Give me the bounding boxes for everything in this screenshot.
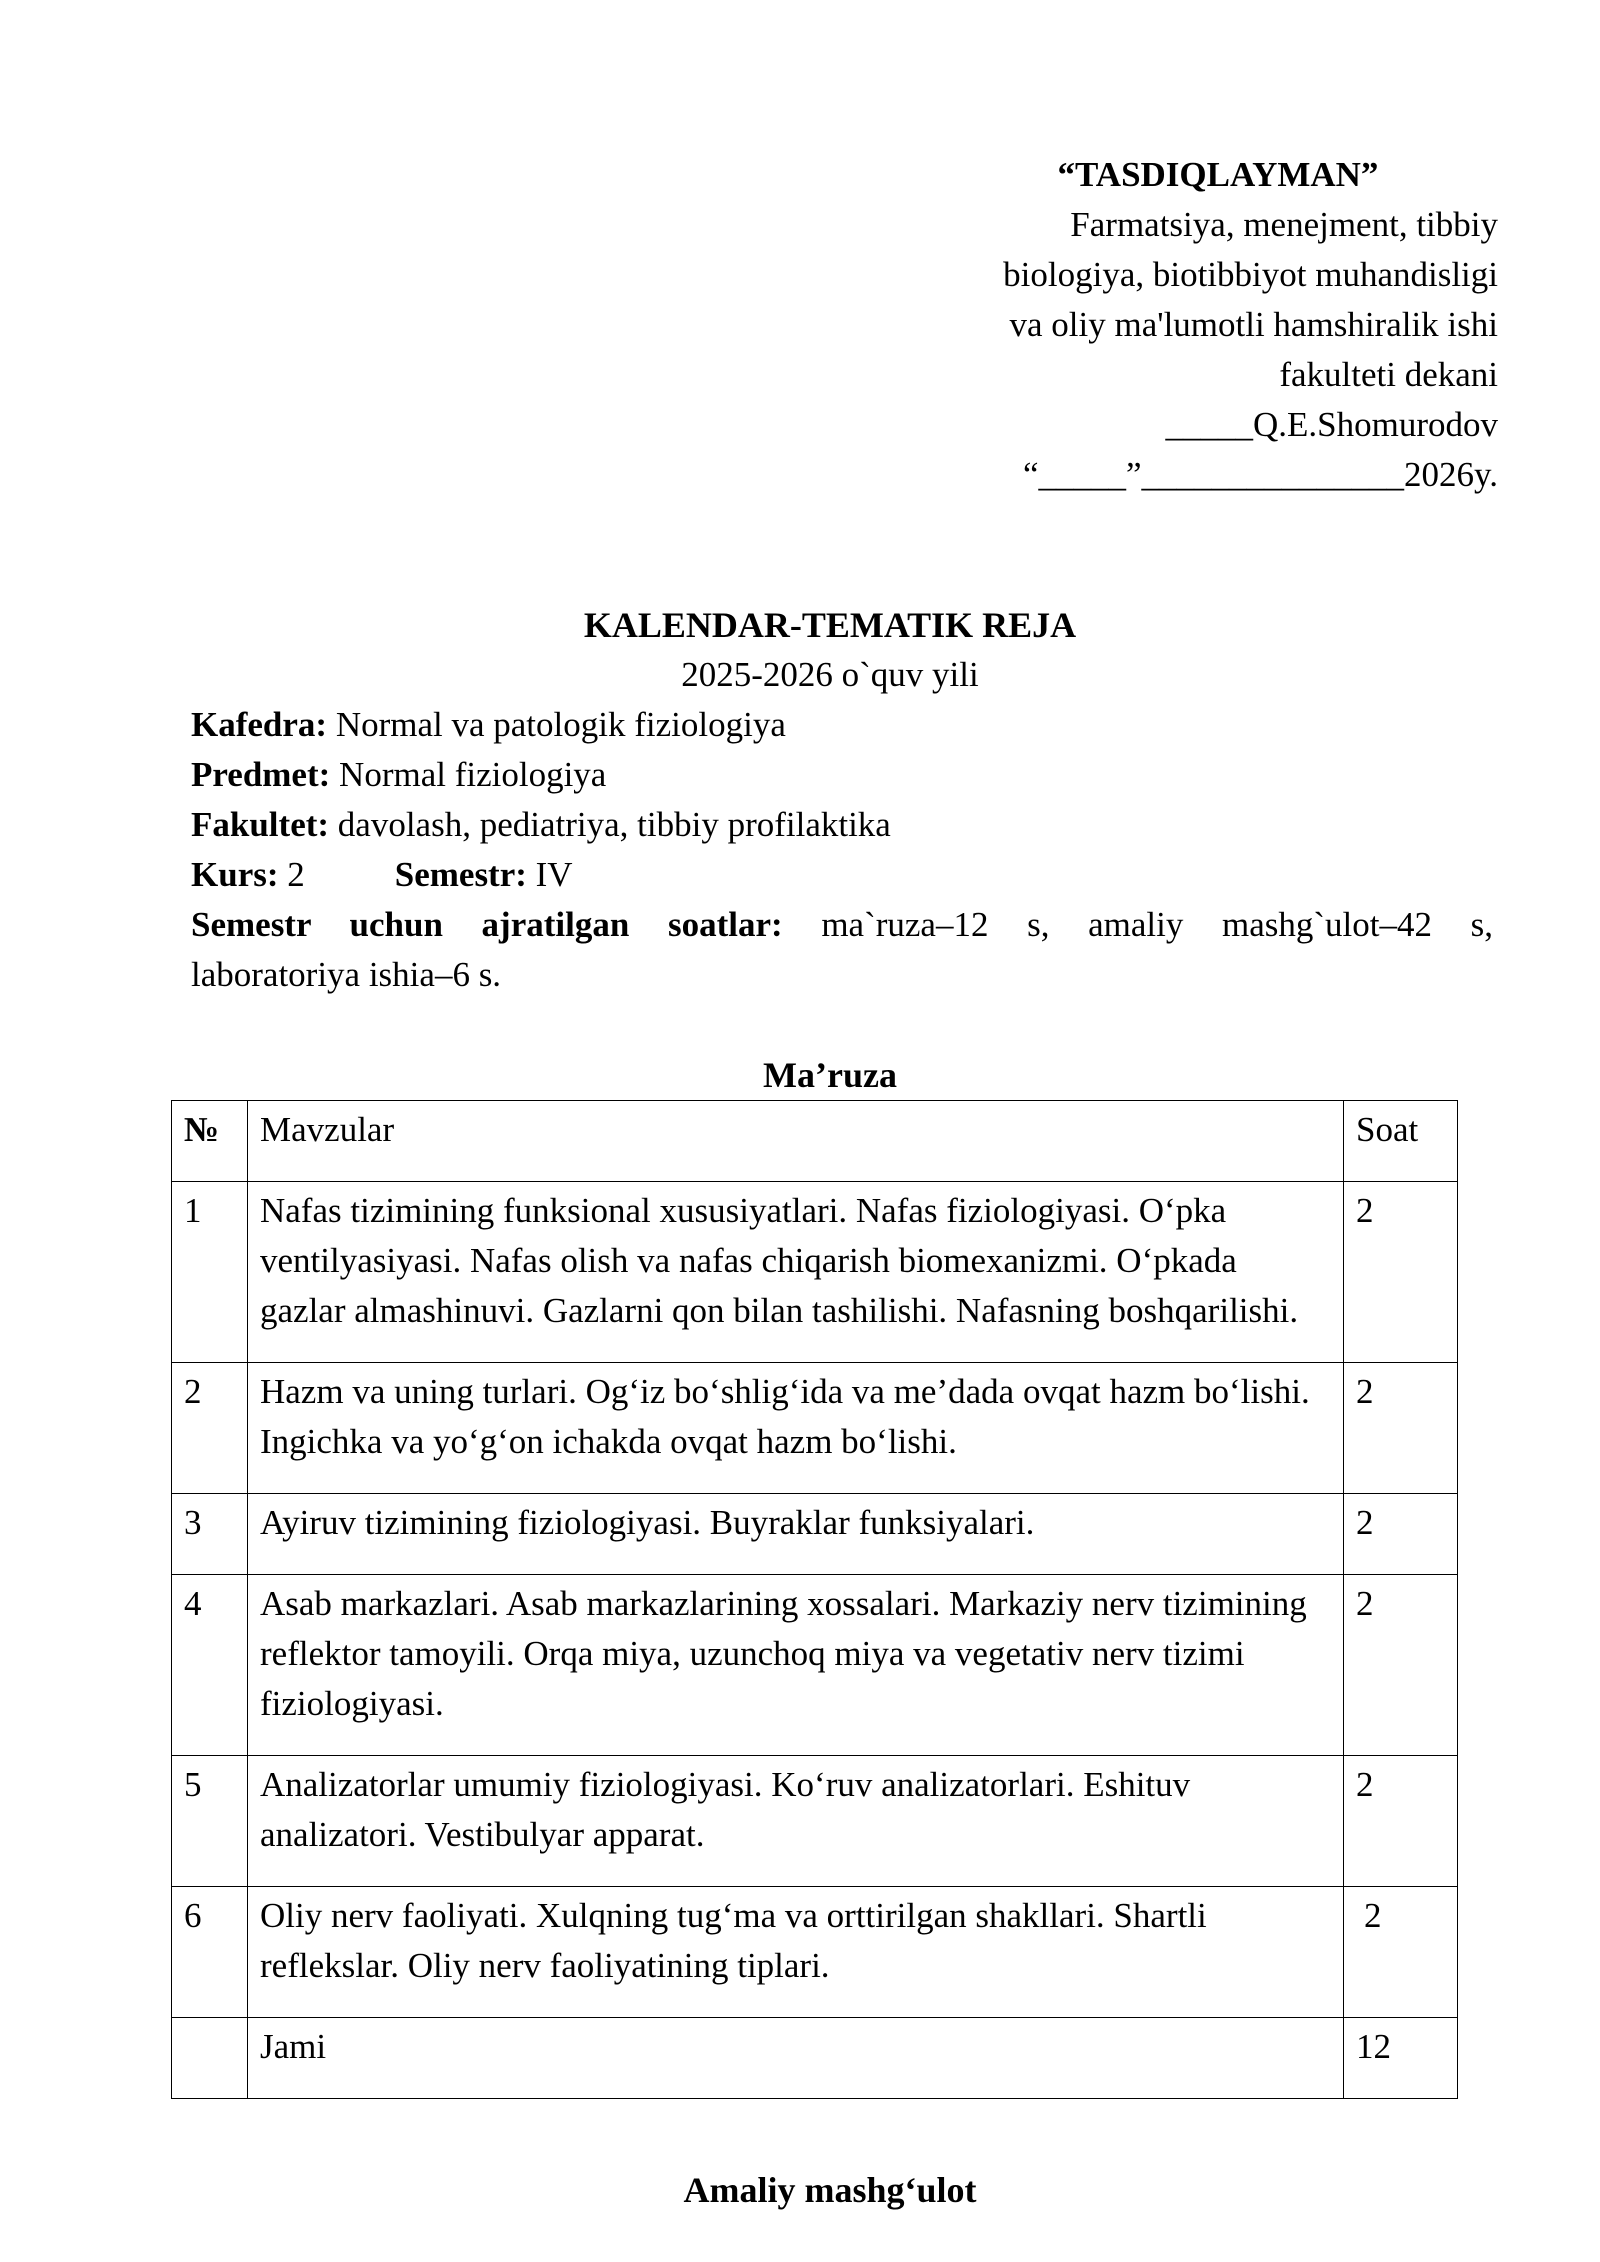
approval-line: Farmatsiya, menejment, tibbiy bbox=[1070, 205, 1498, 244]
meta-value: ma`ruza–12 s, amaliy mashg`ulot–42 s, bbox=[821, 905, 1494, 944]
meta-fakultet bbox=[191, 800, 1493, 850]
meta-value: davolash, pediatriya, tibbiy profilaktika bbox=[337, 805, 891, 844]
meta-kafedra bbox=[191, 700, 1493, 750]
meta-label: Kafedra: bbox=[191, 705, 328, 744]
meta-label: Kurs: bbox=[191, 855, 279, 894]
total-hours: 12 bbox=[1344, 2018, 1458, 2099]
approval-date-line: “_____”_______________2026y. bbox=[1022, 455, 1498, 494]
header-topics: Mavzular bbox=[248, 1101, 1344, 1182]
approval-signature-line: _____Q.E.Shomurodov bbox=[1165, 405, 1498, 444]
meta-value: 2 bbox=[287, 855, 305, 894]
row-number: 3 bbox=[172, 1494, 248, 1575]
row-topic: Analizatorlar umumiy fiziologiyasi. Ko‘ruv analizatorlari. Eshituv analizatori. Vestibulyar apparat. bbox=[248, 1756, 1344, 1887]
table-header-row bbox=[172, 1101, 1458, 1182]
row-number: 4 bbox=[172, 1575, 248, 1756]
approval-block bbox=[898, 150, 1498, 500]
meta-hours-continued: laboratoriya ishia–6 s. bbox=[191, 955, 502, 994]
document-title: KALENDAR-TEMATIK REJA bbox=[583, 605, 1077, 645]
approval-title: “TASDIQLAYMAN” bbox=[1057, 155, 1379, 194]
row-topic: Nafas tizimining funksional xususiyatlari. Nafas fiziologiyasi. O‘pka ventilyasiyasi. Nafas olish va nafas chiqarish biomexanizmi. O‘pkada gazlar almashinuvi. Gazlarni qon bilan tashilishi. Nafasning boshqarilishi. bbox=[248, 1182, 1344, 1363]
table-row bbox=[172, 1182, 1458, 1363]
row-hours: 2 bbox=[1344, 1575, 1458, 1756]
meta-kurs-semestr bbox=[191, 850, 1493, 900]
approval-line: fakulteti dekani bbox=[1279, 355, 1498, 394]
row-hours: 2 bbox=[1344, 1887, 1458, 2018]
meta-label: Semestr uchun ajratilgan soatlar: bbox=[191, 905, 783, 944]
row-topic: Ayiruv tizimining fiziologiyasi. Buyraklar funksiyalari. bbox=[248, 1494, 1344, 1575]
practical-section-title: Amaliy mashg‘ulot bbox=[683, 2170, 977, 2210]
row-topic: Oliy nerv faoliyati. Xulqning tug‘ma va orttirilgan shakllari. Shartli reflekslar. Oliy nerv faoliyatining tiplari. bbox=[248, 1887, 1344, 2018]
row-hours: 2 bbox=[1344, 1363, 1458, 1494]
header-hours: Soat bbox=[1344, 1101, 1458, 1182]
table-row bbox=[172, 1494, 1458, 1575]
row-number: 5 bbox=[172, 1756, 248, 1887]
academic-year: 2025-2026 o`quv yili bbox=[681, 655, 979, 694]
meta-value: Normal va patologik fiziologiya bbox=[335, 705, 786, 744]
meta-value: Normal fiziologiya bbox=[339, 755, 607, 794]
row-number: 6 bbox=[172, 1887, 248, 2018]
meta-value: IV bbox=[535, 855, 573, 894]
table-row bbox=[172, 1575, 1458, 1756]
row-number: 2 bbox=[172, 1363, 248, 1494]
meta-predmet bbox=[191, 750, 1493, 800]
table-row bbox=[172, 1756, 1458, 1887]
meta-label: Semestr: bbox=[394, 855, 527, 894]
approval-line: va oliy ma'lumotli hamshiralik ishi bbox=[1009, 305, 1498, 344]
row-topic: Asab markazlari. Asab markazlarining xossalari. Markaziy nerv tizimining reflektor tamoyili. Orqa miya, uzunchoq miya va vegetativ nerv tizimi fiziologiyasi. bbox=[248, 1575, 1344, 1756]
table-row bbox=[172, 1363, 1458, 1494]
course-metadata bbox=[191, 700, 1493, 1000]
total-label: Jami bbox=[248, 2018, 1344, 2099]
row-hours: 2 bbox=[1344, 1494, 1458, 1575]
row-topic: Hazm va uning turlari. Og‘iz bo‘shlig‘ida va me’dada ovqat hazm bo‘lishi. Ingichka va yo‘g‘on ichakda ovqat hazm bo‘lishi. bbox=[248, 1363, 1344, 1494]
row-hours: 2 bbox=[1344, 1756, 1458, 1887]
table-total-row bbox=[172, 2018, 1458, 2099]
total-number bbox=[172, 2018, 248, 2099]
lecture-topics-table bbox=[171, 1100, 1458, 2099]
lecture-section-title: Ma’ruza bbox=[763, 1055, 897, 1095]
table-row bbox=[172, 1887, 1458, 2018]
header-number: № bbox=[172, 1101, 248, 1182]
approval-line: biologiya, biotibbiyot muhandisligi bbox=[1003, 255, 1498, 294]
meta-hours bbox=[191, 900, 1493, 950]
row-number: 1 bbox=[172, 1182, 248, 1363]
meta-label: Predmet: bbox=[191, 755, 331, 794]
row-hours: 2 bbox=[1344, 1182, 1458, 1363]
meta-label: Fakultet: bbox=[191, 805, 330, 844]
